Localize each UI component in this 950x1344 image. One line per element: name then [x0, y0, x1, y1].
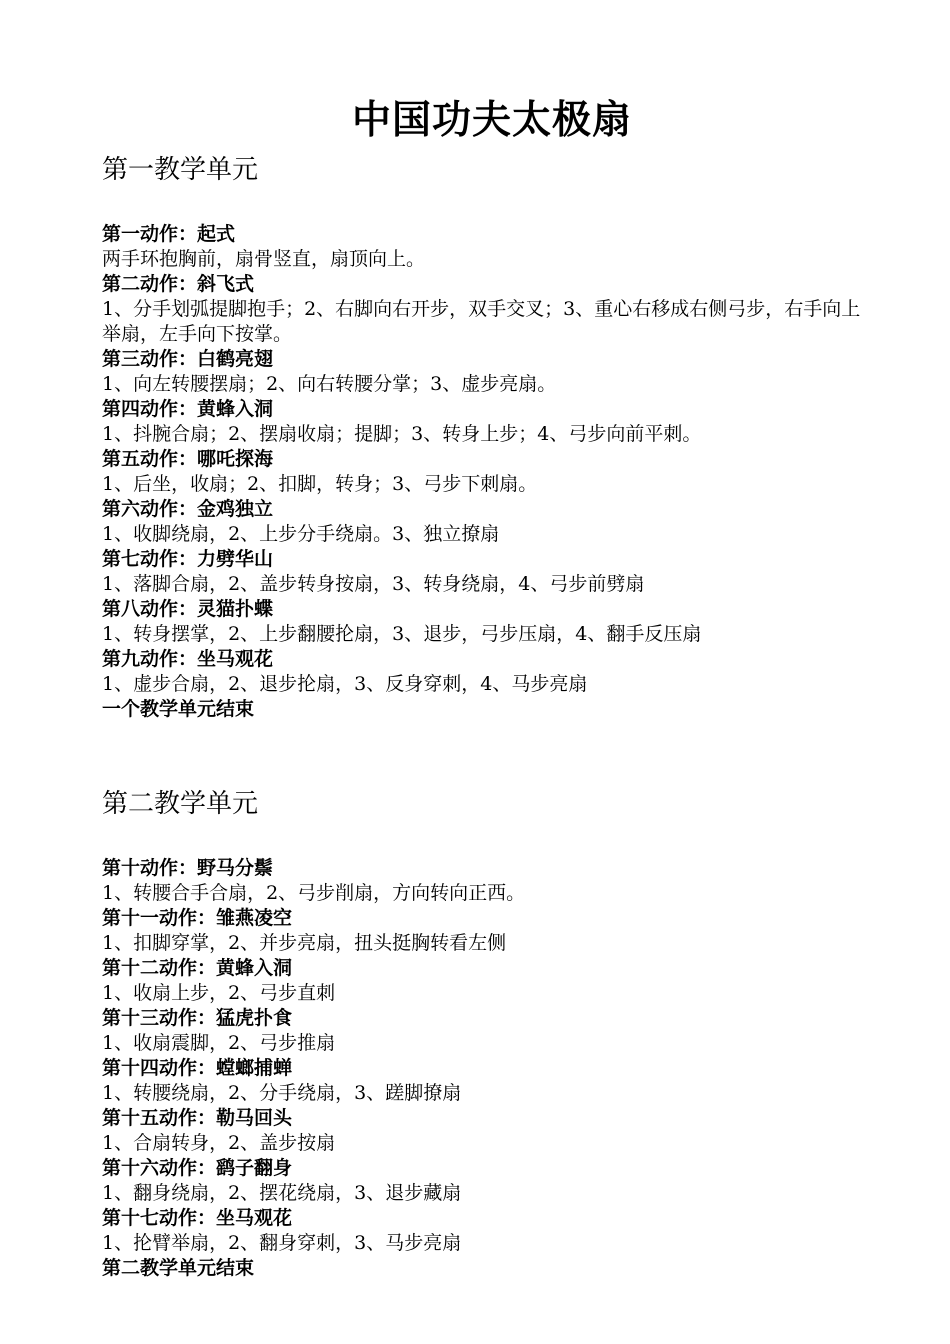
move-title: 第五动作：哪吒探海	[102, 448, 274, 470]
move-title: 第十二动作：黄蜂入洞	[102, 957, 293, 979]
move-title: 第九动作：坐马观花	[102, 648, 274, 670]
move-description: 1、向左转腰摆扇；2、向右转腰分掌；3、虚步亮扇。	[102, 373, 557, 395]
move-description: 1、扣脚穿掌，2、并步亮扇，扭头挺胸转看左侧	[102, 932, 507, 954]
move-title: 第七动作：力劈华山	[102, 548, 274, 570]
move-description: 1、收扇上步，2、弓步直刺	[102, 982, 336, 1004]
move-description: 两手环抱胸前，扇骨竖直，扇顶向上。	[102, 248, 426, 270]
move-item	[102, 547, 872, 597]
move-item	[102, 447, 872, 497]
move-description: 1、转身摆掌，2、上步翻腰抡扇，3、退步，弓步压扇，4、翻手反压扇	[102, 623, 702, 645]
move-title: 第十五动作：勒马回头	[102, 1107, 293, 1129]
move-title: 第十动作：野马分鬃	[102, 857, 274, 879]
move-title: 第十一动作：雏燕凌空	[102, 907, 293, 929]
unit-heading: 第二教学单元	[102, 789, 259, 819]
unit-end-text: 一个教学单元结束	[102, 698, 255, 720]
move-item	[102, 1006, 872, 1056]
move-description: 1、转腰合手合扇，2、弓步削扇，方向转向正西。	[102, 882, 526, 904]
move-item	[102, 597, 872, 647]
unit-body	[102, 222, 872, 722]
unit-heading: 第一教学单元	[102, 155, 259, 185]
move-item	[102, 856, 872, 906]
move-item	[102, 1056, 872, 1106]
move-description: 1、翻身绕扇，2、摆花绕扇，3、退步藏扇	[102, 1182, 462, 1204]
move-item	[102, 906, 872, 956]
move-description: 1、落脚合扇，2、盖步转身按扇，3、转身绕扇，4、弓步前劈扇	[102, 573, 645, 595]
move-description: 1、收脚绕扇，2、上步分手绕扇。3、独立撩扇	[102, 523, 500, 545]
move-title: 第一动作：起式	[102, 223, 236, 245]
move-description: 1、收扇震脚，2、弓步推扇	[102, 1032, 336, 1054]
document-page	[102, 92, 872, 1281]
section-spacer	[102, 722, 872, 784]
unit-section-2	[102, 784, 872, 1281]
move-item	[102, 347, 872, 397]
move-description: 1、抖腕合扇；2、摆扇收扇；提脚；3、转身上步；4、弓步向前平刺。	[102, 423, 702, 445]
move-title: 第十七动作：坐马观花	[102, 1207, 293, 1229]
move-description: 1、虚步合扇，2、退步抡扇，3、反身穿刺，4、马步亮扇	[102, 673, 588, 695]
move-description: 1、分手划弧提脚抱手；2、右脚向右开步，双手交叉；3、重心右移成右侧弓步，右手向上举扇，左手向下按掌。	[102, 298, 861, 345]
move-item	[102, 1206, 872, 1256]
unit-section-1	[102, 150, 872, 722]
move-title: 第八动作：灵猫扑蝶	[102, 598, 274, 620]
move-item	[102, 647, 872, 697]
move-title: 第六动作：金鸡独立	[102, 498, 274, 520]
move-item	[102, 956, 872, 1006]
unit-end-text: 第二教学单元结束	[102, 1257, 255, 1279]
move-item	[102, 1156, 872, 1206]
move-item	[102, 222, 872, 272]
move-title: 第三动作：白鹤亮翅	[102, 348, 274, 370]
move-title: 第四动作：黄蜂入洞	[102, 398, 274, 420]
move-title: 第十三动作：猛虎扑食	[102, 1007, 293, 1029]
move-description: 1、转腰绕扇，2、分手绕扇，3、蹉脚撩扇	[102, 1082, 462, 1104]
move-item	[102, 497, 872, 547]
move-description: 1、后坐，收扇；2、扣脚，转身；3、弓步下刺扇。	[102, 473, 538, 495]
move-title: 第十六动作：鹞子翻身	[102, 1157, 293, 1179]
move-item	[102, 397, 872, 447]
document-title: 中国功夫太极扇	[351, 98, 632, 143]
move-item	[102, 272, 872, 347]
move-item	[102, 1106, 872, 1156]
move-description: 1、合扇转身，2、盖步按扇	[102, 1132, 336, 1154]
move-title: 第二动作：斜飞式	[102, 273, 255, 295]
unit-body	[102, 856, 872, 1281]
move-description: 1、抡臂举扇，2、翻身穿刺，3、马步亮扇	[102, 1232, 462, 1254]
move-title: 第十四动作：螳螂捕蝉	[102, 1057, 293, 1079]
